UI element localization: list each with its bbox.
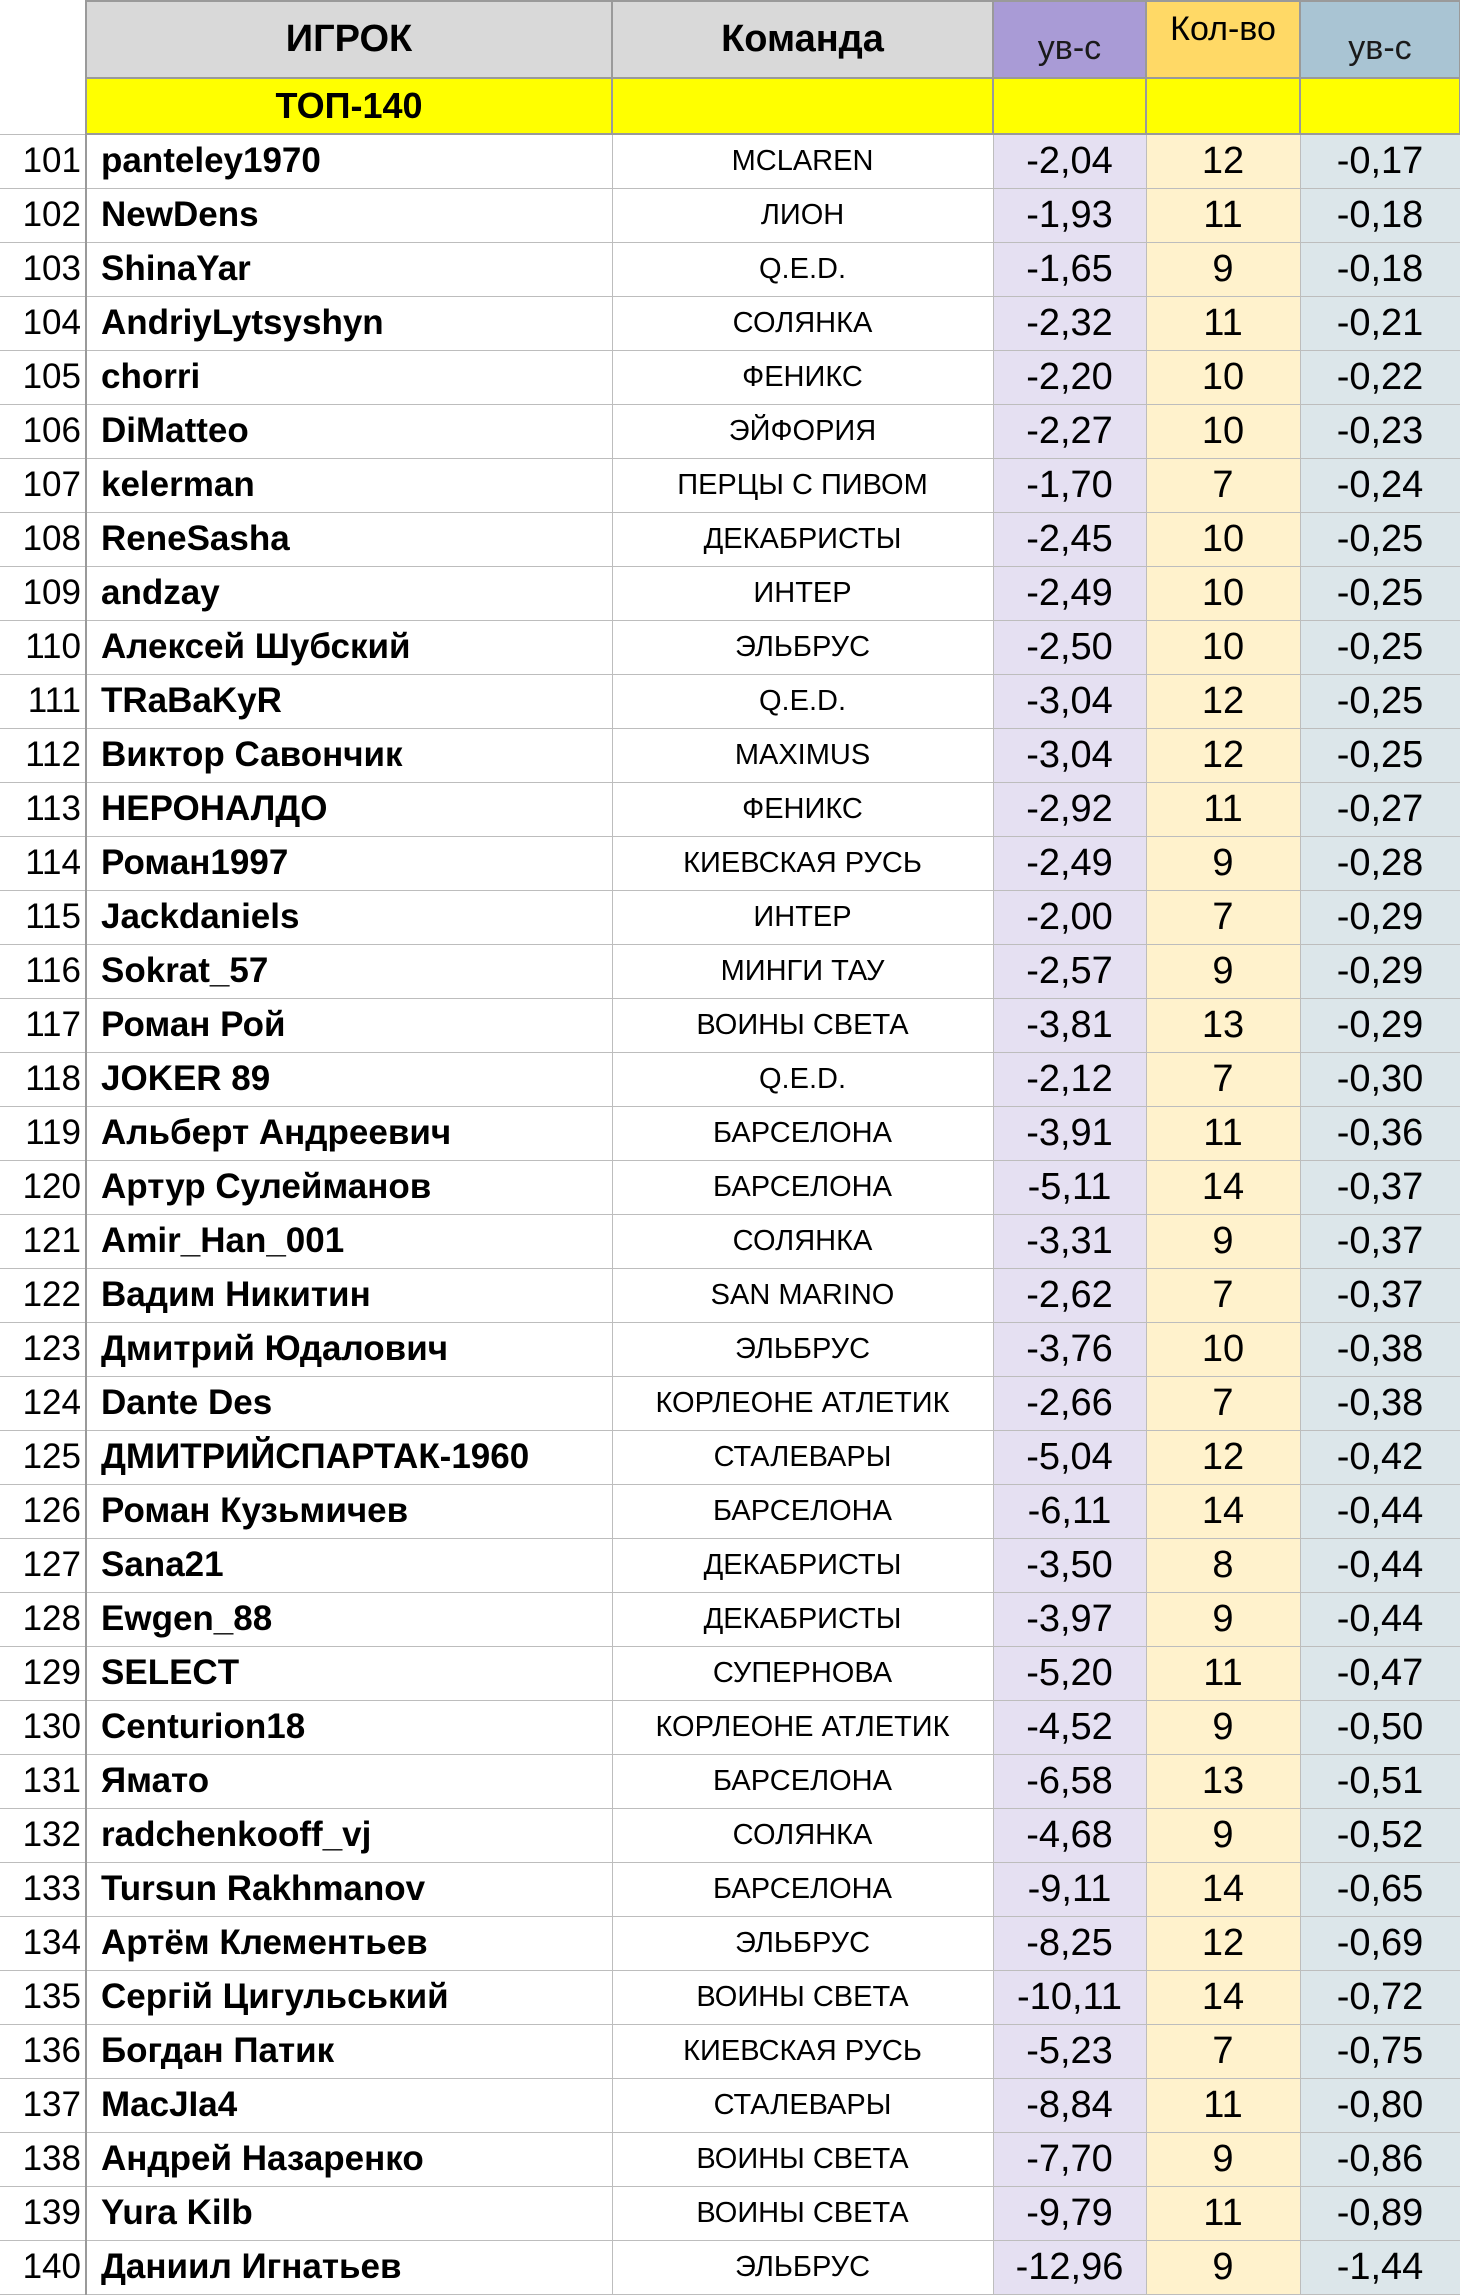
count-cell[interactable]: 7 <box>1146 890 1300 944</box>
count-cell[interactable]: 12 <box>1146 1430 1300 1484</box>
team-cell[interactable]: БАРСЕЛОНА <box>612 1862 993 1916</box>
uvs-cell[interactable]: -2,49 <box>993 836 1146 890</box>
uvs-cell[interactable]: -1,65 <box>993 242 1146 296</box>
team-cell[interactable]: МИНГИ ТАУ <box>612 944 993 998</box>
count-cell[interactable]: 10 <box>1146 404 1300 458</box>
avg-uvs-cell[interactable]: -0,65 <box>1300 1862 1460 1916</box>
team-cell[interactable]: СОЛЯНКА <box>612 1808 993 1862</box>
row-number[interactable]: 116 <box>0 944 86 998</box>
count-cell[interactable]: 9 <box>1146 2132 1300 2186</box>
table-row <box>0 188 1460 242</box>
count-cell[interactable]: 14 <box>1146 1484 1300 1538</box>
player-cell[interactable]: Артём Клементьев <box>86 1916 612 1970</box>
avg-uvs-cell[interactable]: -0,42 <box>1300 1430 1460 1484</box>
uvs-cell[interactable]: -6,58 <box>993 1754 1146 1808</box>
table-row <box>0 728 1460 782</box>
player-cell[interactable]: Dante Des <box>86 1376 612 1430</box>
row-number[interactable]: 137 <box>0 2078 86 2132</box>
table-row <box>0 1808 1460 1862</box>
row-number[interactable]: 118 <box>0 1052 86 1106</box>
player-cell[interactable]: Сергій Цигульський <box>86 1970 612 2024</box>
uvs-cell[interactable]: -2,45 <box>993 512 1146 566</box>
header-avg-uvs[interactable]: ув-с <box>1300 1 1460 78</box>
count-cell[interactable]: 14 <box>1146 1160 1300 1214</box>
count-cell[interactable]: 7 <box>1146 1376 1300 1430</box>
player-cell[interactable]: Tursun Rakhmanov <box>86 1862 612 1916</box>
avg-uvs-cell[interactable]: -0,51 <box>1300 1754 1460 1808</box>
table-row <box>0 1484 1460 1538</box>
avg-uvs-cell[interactable]: -0,89 <box>1300 2186 1460 2240</box>
avg-uvs-cell[interactable]: -0,52 <box>1300 1808 1460 1862</box>
uvs-cell[interactable]: -3,91 <box>993 1106 1146 1160</box>
team-cell[interactable]: ЭЛЬБРУС <box>612 1322 993 1376</box>
uvs-cell[interactable]: -3,04 <box>993 728 1146 782</box>
uvs-cell[interactable]: -3,50 <box>993 1538 1146 1592</box>
player-cell[interactable]: Amir_Han_001 <box>86 1214 612 1268</box>
count-cell[interactable]: 9 <box>1146 1214 1300 1268</box>
table-row <box>0 890 1460 944</box>
row-number[interactable]: 112 <box>0 728 86 782</box>
count-cell[interactable]: 9 <box>1146 944 1300 998</box>
count-cell[interactable]: 11 <box>1146 782 1300 836</box>
team-cell[interactable]: ПЕРЦЫ С ПИВОМ <box>612 458 993 512</box>
row-number[interactable]: 114 <box>0 836 86 890</box>
uvs-cell[interactable]: -10,11 <box>993 1970 1146 2024</box>
uvs-cell[interactable]: -2,66 <box>993 1376 1146 1430</box>
avg-uvs-cell[interactable]: -0,25 <box>1300 728 1460 782</box>
uvs-cell[interactable]: -5,11 <box>993 1160 1146 1214</box>
table-row <box>0 1052 1460 1106</box>
header-uvs[interactable]: ув-с <box>993 1 1146 78</box>
avg-uvs-cell[interactable]: -0,75 <box>1300 2024 1460 2078</box>
count-cell[interactable]: 8 <box>1146 1538 1300 1592</box>
avg-uvs-cell[interactable]: -1,44 <box>1300 2240 1460 2294</box>
team-cell[interactable]: СОЛЯНКА <box>612 296 993 350</box>
uvs-cell[interactable]: -4,68 <box>993 1808 1146 1862</box>
table-row <box>0 1322 1460 1376</box>
avg-uvs-cell[interactable]: -0,29 <box>1300 998 1460 1052</box>
header-team[interactable]: Команда <box>612 1 993 78</box>
uvs-cell[interactable]: -9,79 <box>993 2186 1146 2240</box>
avg-uvs-cell[interactable]: -0,50 <box>1300 1700 1460 1754</box>
player-cell[interactable]: Альберт Андреевич <box>86 1106 612 1160</box>
uvs-cell[interactable]: -3,81 <box>993 998 1146 1052</box>
team-cell[interactable]: БАРСЕЛОНА <box>612 1754 993 1808</box>
header-player[interactable]: ИГРОК <box>86 1 612 78</box>
table-row <box>0 782 1460 836</box>
table-row <box>0 1754 1460 1808</box>
team-cell[interactable]: СТАЛЕВАРЫ <box>612 2078 993 2132</box>
table-row <box>0 404 1460 458</box>
count-cell[interactable]: 9 <box>1146 836 1300 890</box>
avg-uvs-cell[interactable]: -0,37 <box>1300 1214 1460 1268</box>
row-number[interactable]: 127 <box>0 1538 86 1592</box>
team-cell[interactable]: Q.E.D. <box>612 674 993 728</box>
uvs-cell[interactable]: -1,70 <box>993 458 1146 512</box>
row-number[interactable]: 128 <box>0 1592 86 1646</box>
count-cell[interactable]: 7 <box>1146 458 1300 512</box>
team-cell[interactable]: Q.E.D. <box>612 242 993 296</box>
avg-uvs-cell[interactable]: -0,23 <box>1300 404 1460 458</box>
count-cell[interactable]: 11 <box>1146 1106 1300 1160</box>
player-cell[interactable]: Sokrat_57 <box>86 944 612 998</box>
player-cell[interactable]: ReneSasha <box>86 512 612 566</box>
team-cell[interactable]: БАРСЕЛОНА <box>612 1106 993 1160</box>
count-cell[interactable]: 7 <box>1146 1268 1300 1322</box>
uvs-cell[interactable]: -4,52 <box>993 1700 1146 1754</box>
row-number[interactable]: 122 <box>0 1268 86 1322</box>
player-cell[interactable]: Ямато <box>86 1754 612 1808</box>
player-cell[interactable]: Дмитрий Юдалович <box>86 1322 612 1376</box>
player-cell[interactable]: Андрей Назаренко <box>86 2132 612 2186</box>
team-cell[interactable]: ФЕНИКС <box>612 350 993 404</box>
count-cell[interactable]: 9 <box>1146 1592 1300 1646</box>
table-row <box>0 1430 1460 1484</box>
row-number[interactable]: 130 <box>0 1700 86 1754</box>
player-cell[interactable]: Артур Сулейманов <box>86 1160 612 1214</box>
uvs-cell[interactable]: -2,27 <box>993 404 1146 458</box>
table-row <box>0 2078 1460 2132</box>
player-cell[interactable]: AndriyLytsyshyn <box>86 296 612 350</box>
count-cell[interactable]: 9 <box>1146 2240 1300 2294</box>
row-number[interactable]: 131 <box>0 1754 86 1808</box>
team-cell[interactable]: ЛИОН <box>612 188 993 242</box>
player-cell[interactable]: Роман1997 <box>86 836 612 890</box>
row-number[interactable]: 125 <box>0 1430 86 1484</box>
team-cell[interactable]: ФЕНИКС <box>612 782 993 836</box>
player-cell[interactable]: Алексей Шубский <box>86 620 612 674</box>
avg-uvs-cell[interactable]: -0,30 <box>1300 1052 1460 1106</box>
table-row <box>0 1646 1460 1700</box>
avg-uvs-cell[interactable]: -0,47 <box>1300 1646 1460 1700</box>
row-number[interactable]: 105 <box>0 350 86 404</box>
avg-uvs-cell[interactable]: -0,25 <box>1300 566 1460 620</box>
count-cell[interactable]: 7 <box>1146 1052 1300 1106</box>
player-cell[interactable]: MacJIa4 <box>86 2078 612 2132</box>
count-cell[interactable]: 11 <box>1146 2186 1300 2240</box>
row-number[interactable]: 124 <box>0 1376 86 1430</box>
row-number[interactable]: 129 <box>0 1646 86 1700</box>
avg-uvs-cell[interactable]: -0,37 <box>1300 1268 1460 1322</box>
uvs-cell[interactable]: -2,12 <box>993 1052 1146 1106</box>
table-row <box>0 350 1460 404</box>
team-cell[interactable]: СУПЕРНОВА <box>612 1646 993 1700</box>
row-number[interactable]: 111 <box>0 674 86 728</box>
row-number[interactable]: 121 <box>0 1214 86 1268</box>
row-number[interactable]: 136 <box>0 2024 86 2078</box>
count-cell[interactable]: 11 <box>1146 1646 1300 1700</box>
avg-uvs-cell[interactable]: -0,80 <box>1300 2078 1460 2132</box>
uvs-cell[interactable]: -5,23 <box>993 2024 1146 2078</box>
table-row <box>0 2186 1460 2240</box>
row-number[interactable]: 107 <box>0 458 86 512</box>
player-cell[interactable]: НЕРОНАЛДО <box>86 782 612 836</box>
count-cell[interactable]: 10 <box>1146 566 1300 620</box>
uvs-cell[interactable]: -2,50 <box>993 620 1146 674</box>
avg-uvs-cell[interactable]: -0,37 <box>1300 1160 1460 1214</box>
uvs-cell[interactable]: -1,93 <box>993 188 1146 242</box>
uvs-cell[interactable]: -3,97 <box>993 1592 1146 1646</box>
count-cell[interactable]: 12 <box>1146 674 1300 728</box>
team-cell[interactable]: БАРСЕЛОНА <box>612 1160 993 1214</box>
row-number[interactable]: 120 <box>0 1160 86 1214</box>
row-number[interactable]: 135 <box>0 1970 86 2024</box>
row-number[interactable]: 126 <box>0 1484 86 1538</box>
uvs-cell[interactable]: -2,32 <box>993 296 1146 350</box>
count-cell[interactable]: 10 <box>1146 512 1300 566</box>
row-number[interactable]: 123 <box>0 1322 86 1376</box>
count-cell[interactable]: 12 <box>1146 134 1300 188</box>
avg-uvs-cell[interactable]: -0,18 <box>1300 242 1460 296</box>
table-row <box>0 998 1460 1052</box>
team-cell[interactable]: ВОИНЫ СВЕТА <box>612 2132 993 2186</box>
header-corner-cell[interactable] <box>0 1 86 78</box>
avg-uvs-cell[interactable]: -0,38 <box>1300 1376 1460 1430</box>
avg-uvs-cell[interactable]: -0,72 <box>1300 1970 1460 2024</box>
avg-uvs-cell[interactable]: -0,27 <box>1300 782 1460 836</box>
table-row <box>0 836 1460 890</box>
avg-uvs-cell[interactable]: -0,29 <box>1300 890 1460 944</box>
table-row <box>0 2024 1460 2078</box>
avg-uvs-cell[interactable]: -0,25 <box>1300 620 1460 674</box>
count-cell[interactable]: 13 <box>1146 998 1300 1052</box>
count-cell[interactable]: 11 <box>1146 2078 1300 2132</box>
table-row <box>0 1700 1460 1754</box>
row-number[interactable]: 115 <box>0 890 86 944</box>
table-row <box>0 620 1460 674</box>
avg-uvs-cell[interactable]: -0,86 <box>1300 2132 1460 2186</box>
row-number[interactable]: 138 <box>0 2132 86 2186</box>
count-cell[interactable]: 10 <box>1146 350 1300 404</box>
row-number[interactable]: 108 <box>0 512 86 566</box>
team-cell[interactable]: КИЕВСКАЯ РУСЬ <box>612 2024 993 2078</box>
count-cell[interactable]: 9 <box>1146 1808 1300 1862</box>
uvs-cell[interactable]: -2,20 <box>993 350 1146 404</box>
section-cell-team[interactable] <box>612 78 993 134</box>
player-cell[interactable]: chorri <box>86 350 612 404</box>
team-cell[interactable]: MCLAREN <box>612 134 993 188</box>
player-cell[interactable]: Даниил Игнатьев <box>86 2240 612 2294</box>
uvs-cell[interactable]: -2,57 <box>993 944 1146 998</box>
team-cell[interactable]: КОРЛЕОНЕ АТЛЕТИК <box>612 1700 993 1754</box>
player-cell[interactable]: Ewgen_88 <box>86 1592 612 1646</box>
table-row <box>0 242 1460 296</box>
team-cell[interactable]: КИЕВСКАЯ РУСЬ <box>612 836 993 890</box>
table-row <box>0 1106 1460 1160</box>
avg-uvs-cell[interactable]: -0,25 <box>1300 674 1460 728</box>
section-row-number[interactable] <box>0 78 86 134</box>
team-cell[interactable]: ИНТЕР <box>612 566 993 620</box>
table-row <box>0 674 1460 728</box>
table-row <box>0 2132 1460 2186</box>
team-cell[interactable]: БАРСЕЛОНА <box>612 1484 993 1538</box>
section-label[interactable]: ТОП-140 <box>86 78 612 134</box>
count-cell[interactable]: 9 <box>1146 1700 1300 1754</box>
team-cell[interactable]: ВОИНЫ СВЕТА <box>612 2186 993 2240</box>
uvs-cell[interactable]: -2,04 <box>993 134 1146 188</box>
team-cell[interactable]: MAXIMUS <box>612 728 993 782</box>
row-number[interactable]: 132 <box>0 1808 86 1862</box>
player-cell[interactable]: Centurion18 <box>86 1700 612 1754</box>
avg-uvs-cell[interactable]: -0,18 <box>1300 188 1460 242</box>
table-row <box>0 1538 1460 1592</box>
uvs-cell[interactable]: -8,25 <box>993 1916 1146 1970</box>
player-cell[interactable]: radchenkooff_vj <box>86 1808 612 1862</box>
row-number[interactable]: 101 <box>0 134 86 188</box>
count-cell[interactable]: 12 <box>1146 728 1300 782</box>
count-cell[interactable]: 13 <box>1146 1754 1300 1808</box>
uvs-cell[interactable]: -8,84 <box>993 2078 1146 2132</box>
uvs-cell[interactable]: -3,04 <box>993 674 1146 728</box>
table-row <box>0 1160 1460 1214</box>
player-cell[interactable]: DiMatteo <box>86 404 612 458</box>
team-cell[interactable]: ВОИНЫ СВЕТА <box>612 998 993 1052</box>
uvs-cell[interactable]: -2,00 <box>993 890 1146 944</box>
team-cell[interactable]: СТАЛЕВАРЫ <box>612 1430 993 1484</box>
player-cell[interactable]: Вадим Никитин <box>86 1268 612 1322</box>
uvs-cell[interactable]: -9,11 <box>993 1862 1146 1916</box>
uvs-cell[interactable]: -5,20 <box>993 1646 1146 1700</box>
uvs-cell[interactable]: -3,31 <box>993 1214 1146 1268</box>
player-cell[interactable]: SELECT <box>86 1646 612 1700</box>
row-number[interactable]: 117 <box>0 998 86 1052</box>
row-number[interactable]: 113 <box>0 782 86 836</box>
avg-uvs-cell[interactable]: -0,21 <box>1300 296 1460 350</box>
table-row <box>0 1862 1460 1916</box>
uvs-cell[interactable]: -12,96 <box>993 2240 1146 2294</box>
table-row <box>0 512 1460 566</box>
uvs-cell[interactable]: -2,49 <box>993 566 1146 620</box>
avg-uvs-cell[interactable]: -0,69 <box>1300 1916 1460 1970</box>
player-cell[interactable]: Роман Рой <box>86 998 612 1052</box>
table-row <box>0 1592 1460 1646</box>
player-cell[interactable]: NewDens <box>86 188 612 242</box>
player-cell[interactable]: Sana21 <box>86 1538 612 1592</box>
count-cell[interactable]: 7 <box>1146 2024 1300 2078</box>
team-cell[interactable]: SAN MARINO <box>612 1268 993 1322</box>
row-number[interactable]: 119 <box>0 1106 86 1160</box>
count-cell[interactable]: 10 <box>1146 620 1300 674</box>
team-cell[interactable]: ДЕКАБРИСТЫ <box>612 1538 993 1592</box>
avg-uvs-cell[interactable]: -0,25 <box>1300 512 1460 566</box>
team-cell[interactable]: СОЛЯНКА <box>612 1214 993 1268</box>
team-cell[interactable]: КОРЛЕОНЕ АТЛЕТИК <box>612 1376 993 1430</box>
row-number[interactable]: 106 <box>0 404 86 458</box>
player-cell[interactable]: TRaBaKyR <box>86 674 612 728</box>
avg-uvs-cell[interactable]: -0,44 <box>1300 1592 1460 1646</box>
avg-uvs-cell[interactable]: -0,22 <box>1300 350 1460 404</box>
header-count[interactable]: Кол-во <box>1146 1 1300 78</box>
player-cell[interactable]: JOKER 89 <box>86 1052 612 1106</box>
section-row <box>0 78 1460 134</box>
row-number[interactable]: 104 <box>0 296 86 350</box>
player-cell[interactable]: andzay <box>86 566 612 620</box>
count-cell[interactable]: 11 <box>1146 188 1300 242</box>
avg-uvs-cell[interactable]: -0,17 <box>1300 134 1460 188</box>
player-cell[interactable]: Yura Kilb <box>86 2186 612 2240</box>
row-number[interactable]: 139 <box>0 2186 86 2240</box>
team-cell[interactable]: ЭЛЬБРУС <box>612 1916 993 1970</box>
uvs-cell[interactable]: -7,70 <box>993 2132 1146 2186</box>
team-cell[interactable]: Q.E.D. <box>612 1052 993 1106</box>
table-row <box>0 1214 1460 1268</box>
table-row <box>0 944 1460 998</box>
uvs-cell[interactable]: -2,92 <box>993 782 1146 836</box>
uvs-cell[interactable]: -3,76 <box>993 1322 1146 1376</box>
avg-uvs-cell[interactable]: -0,28 <box>1300 836 1460 890</box>
player-cell[interactable]: Jackdaniels <box>86 890 612 944</box>
uvs-cell[interactable]: -5,04 <box>993 1430 1146 1484</box>
table-row <box>0 1970 1460 2024</box>
table-row <box>0 296 1460 350</box>
section-cell-count[interactable] <box>1146 78 1300 134</box>
count-cell[interactable]: 11 <box>1146 296 1300 350</box>
section-cell-uvs[interactable] <box>993 78 1146 134</box>
count-cell[interactable]: 14 <box>1146 1970 1300 2024</box>
avg-uvs-cell[interactable]: -0,24 <box>1300 458 1460 512</box>
uvs-cell[interactable]: -2,62 <box>993 1268 1146 1322</box>
team-cell[interactable]: ЭЛЬБРУС <box>612 2240 993 2294</box>
player-cell[interactable]: Виктор Савончик <box>86 728 612 782</box>
table-row <box>0 458 1460 512</box>
player-cell[interactable]: Богдан Патик <box>86 2024 612 2078</box>
table-row <box>0 2240 1460 2294</box>
row-number[interactable]: 109 <box>0 566 86 620</box>
row-number[interactable]: 134 <box>0 1916 86 1970</box>
team-cell[interactable]: ДЕКАБРИСТЫ <box>612 1592 993 1646</box>
table-row <box>0 134 1460 188</box>
table-row <box>0 1376 1460 1430</box>
avg-uvs-cell[interactable]: -0,38 <box>1300 1322 1460 1376</box>
row-number[interactable]: 133 <box>0 1862 86 1916</box>
table-row <box>0 1916 1460 1970</box>
count-cell[interactable]: 12 <box>1146 1916 1300 1970</box>
section-cell-avg[interactable] <box>1300 78 1460 134</box>
row-number[interactable]: 103 <box>0 242 86 296</box>
table-row <box>0 566 1460 620</box>
row-number[interactable]: 102 <box>0 188 86 242</box>
row-number[interactable]: 140 <box>0 2240 86 2294</box>
team-cell[interactable]: ЭЛЬБРУС <box>612 620 993 674</box>
team-cell[interactable]: ДЕКАБРИСТЫ <box>612 512 993 566</box>
player-cell[interactable]: kelerman <box>86 458 612 512</box>
player-cell[interactable]: ShinaYar <box>86 242 612 296</box>
player-cell[interactable]: Роман Кузьмичев <box>86 1484 612 1538</box>
team-cell[interactable]: ЭЙФОРИЯ <box>612 404 993 458</box>
avg-uvs-cell[interactable]: -0,36 <box>1300 1106 1460 1160</box>
header-row <box>0 1 1460 78</box>
count-cell[interactable]: 9 <box>1146 242 1300 296</box>
count-cell[interactable]: 14 <box>1146 1862 1300 1916</box>
avg-uvs-cell[interactable]: -0,44 <box>1300 1538 1460 1592</box>
team-cell[interactable]: ИНТЕР <box>612 890 993 944</box>
row-number[interactable]: 110 <box>0 620 86 674</box>
uvs-cell[interactable]: -6,11 <box>993 1484 1146 1538</box>
player-cell[interactable]: ДМИТРИЙСПАРТАК-1960 <box>86 1430 612 1484</box>
count-cell[interactable]: 10 <box>1146 1322 1300 1376</box>
avg-uvs-cell[interactable]: -0,44 <box>1300 1484 1460 1538</box>
avg-uvs-cell[interactable]: -0,29 <box>1300 944 1460 998</box>
team-cell[interactable]: ВОИНЫ СВЕТА <box>612 1970 993 2024</box>
player-cell[interactable]: panteley1970 <box>86 134 612 188</box>
table-row <box>0 1268 1460 1322</box>
